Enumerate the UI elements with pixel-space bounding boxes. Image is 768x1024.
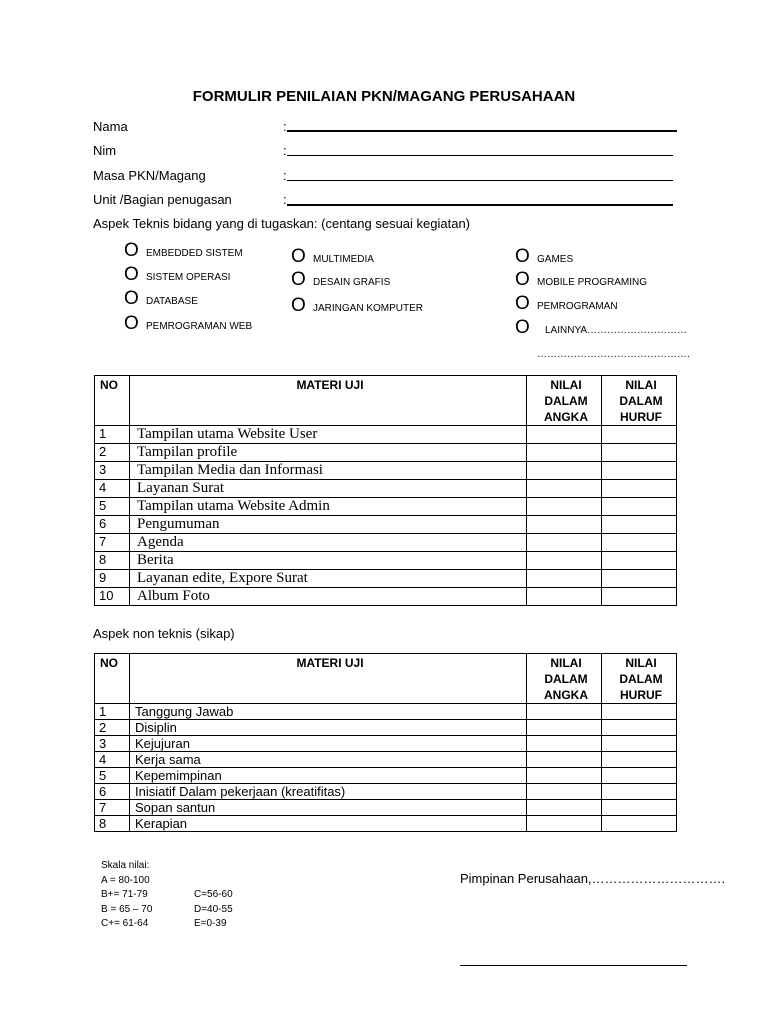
nilai-angka-cell[interactable] [527, 768, 602, 784]
unit-input-line[interactable] [287, 204, 673, 206]
nilai-huruf-cell[interactable] [602, 752, 677, 768]
table-row [95, 768, 677, 784]
option-label: MULTIMEDIA [313, 254, 374, 265]
table-row [95, 720, 677, 736]
header-materi: MATERI UJI [130, 654, 527, 704]
row-no: 4 [95, 752, 130, 768]
header-nilai-angka: NILAI DALAM ANGKA [527, 654, 602, 704]
option-lainnya[interactable] [515, 318, 687, 337]
aspek-teknis-label: Aspek Teknis bidang yang di tugaskan: (centang sesuai kegiatan) [93, 216, 471, 231]
field-colon: : [283, 192, 287, 207]
nilai-huruf-cell[interactable] [602, 588, 677, 606]
aspek-non-teknis-label: Aspek non teknis (sikap) [93, 626, 235, 641]
field-colon: : [283, 119, 287, 134]
row-materi: Kejujuran [130, 736, 527, 752]
option-label: SISTEM OPERASI [146, 272, 231, 283]
row-no: 7 [95, 534, 130, 552]
table-header-row [95, 654, 677, 704]
header-no: NO [95, 654, 130, 704]
header-nilai-huruf: NILAI DALAM HURUF [602, 376, 677, 426]
nilai-huruf-cell[interactable] [602, 552, 677, 570]
table-row [95, 534, 677, 552]
nilai-angka-cell[interactable] [527, 426, 602, 444]
nilai-huruf-cell[interactable] [602, 800, 677, 816]
table-row [95, 426, 677, 444]
table-header-row [95, 376, 677, 426]
row-materi: Tampilan utama Website Admin [130, 498, 527, 516]
option-circle-icon[interactable]: O [291, 269, 306, 290]
signature-line[interactable] [460, 965, 687, 966]
nilai-huruf-cell[interactable] [602, 704, 677, 720]
row-materi: Tampilan Media dan Informasi [130, 462, 527, 480]
header-nilai-angka: NILAI DALAM ANGKA [527, 376, 602, 426]
nilai-angka-cell[interactable] [527, 704, 602, 720]
nilai-angka-cell[interactable] [527, 444, 602, 462]
row-no: 3 [95, 736, 130, 752]
row-materi: Agenda [130, 534, 527, 552]
table-row [95, 552, 677, 570]
teknis-table [94, 375, 677, 606]
field-label-nim: Nim [93, 143, 117, 158]
nilai-huruf-cell[interactable] [602, 444, 677, 462]
option-label: PEMROGRAMAN [537, 301, 618, 312]
row-materi: Kerja sama [130, 752, 527, 768]
option-mobile-programing[interactable] [515, 270, 647, 289]
masa-input-line[interactable] [287, 180, 673, 181]
skala-title: Skala nilai: [101, 860, 150, 871]
pimpinan-label: Pimpinan Perusahaan,…………………………. [460, 871, 726, 886]
row-materi: Disiplin [130, 720, 527, 736]
row-materi: Tanggung Jawab [130, 704, 527, 720]
table-row [95, 462, 677, 480]
row-no: 8 [95, 552, 130, 570]
header-materi: MATERI UJI [130, 376, 527, 426]
form-title: FORMULIR PENILAIAN PKN/MAGANG PERUSAHAAN [192, 88, 576, 105]
nilai-angka-cell[interactable] [527, 816, 602, 832]
nilai-angka-cell[interactable] [527, 784, 602, 800]
row-no: 2 [95, 444, 130, 462]
table-row [95, 704, 677, 720]
option-circle-icon[interactable]: O [515, 293, 530, 314]
option-label: GAMES [537, 254, 574, 265]
option-circle-icon[interactable]: O [291, 295, 306, 316]
field-colon: : [283, 168, 287, 183]
table-row [95, 588, 677, 606]
nilai-huruf-cell[interactable] [602, 816, 677, 832]
nilai-angka-cell[interactable] [527, 552, 602, 570]
nilai-huruf-cell[interactable] [602, 736, 677, 752]
row-materi: Kepemimpinan [130, 768, 527, 784]
table-row [95, 736, 677, 752]
option-label: DESAIN GRAFIS [313, 277, 391, 288]
option-label: JARINGAN KOMPUTER [313, 303, 424, 314]
skala-nilai [101, 859, 233, 932]
nilai-angka-cell[interactable] [527, 498, 602, 516]
row-no: 1 [95, 704, 130, 720]
table-row [95, 516, 677, 534]
row-no: 5 [95, 768, 130, 784]
header-no: NO [95, 376, 130, 426]
row-no: 8 [95, 816, 130, 832]
option-circle-icon[interactable]: O [291, 246, 306, 267]
row-no: 1 [95, 426, 130, 444]
field-label-masa: Masa PKN/Magang [93, 168, 206, 183]
row-materi: Tampilan utama Website User [130, 426, 527, 444]
row-materi: Inisiatif Dalam pekerjaan (kreatifitas) [130, 784, 527, 800]
nilai-huruf-cell[interactable] [602, 426, 677, 444]
skala-row: C+= 61-64 E=0-39 [101, 918, 227, 929]
skala-row: A = 80-100 [101, 874, 150, 886]
option-circle-icon[interactable]: O [124, 288, 139, 309]
row-materi: Pengumuman [130, 516, 527, 534]
table-row [95, 480, 677, 498]
option-circle-icon[interactable]: O [124, 313, 139, 334]
row-no: 6 [95, 784, 130, 800]
nilai-angka-cell[interactable] [527, 736, 602, 752]
row-no: 6 [95, 516, 130, 534]
row-no: 3 [95, 462, 130, 480]
table-row [95, 498, 677, 516]
nilai-angka-cell[interactable] [527, 570, 602, 588]
row-materi: Layanan Surat [130, 480, 527, 498]
nilai-huruf-cell[interactable] [602, 720, 677, 736]
option-label: MOBILE PROGRAMING [537, 277, 648, 288]
row-materi: Tampilan profile [130, 444, 527, 462]
row-materi: Layanan edite, Expore Surat [130, 570, 527, 588]
row-materi: Album Foto [130, 588, 527, 606]
row-no: 4 [95, 480, 130, 498]
option-multimedia[interactable] [291, 247, 374, 266]
nilai-huruf-cell[interactable] [602, 570, 677, 588]
option-circle-icon[interactable]: O [124, 240, 139, 261]
table-row [95, 444, 677, 462]
option-pemrograman-web[interactable] [124, 314, 252, 333]
nilai-angka-cell[interactable] [527, 720, 602, 736]
nilai-angka-cell[interactable] [527, 480, 602, 498]
nilai-angka-cell[interactable] [527, 516, 602, 534]
option-label: LAINNYA………………………… [545, 325, 688, 336]
field-colon: : [283, 143, 287, 158]
table-row [95, 570, 677, 588]
option-sistem-operasi[interactable] [124, 265, 230, 284]
option-circle-icon[interactable]: O [124, 264, 139, 285]
table-row [95, 816, 677, 832]
option-jaringan-komputer[interactable] [291, 296, 423, 315]
option-circle-icon[interactable]: O [515, 317, 530, 338]
option-circle-icon[interactable]: O [515, 269, 530, 290]
skala-row: B = 65 – 70 D=40-55 [101, 903, 233, 915]
nilai-angka-cell[interactable] [527, 534, 602, 552]
option-label: EMBEDDED SISTEM [146, 248, 243, 259]
row-no: 2 [95, 720, 130, 736]
non-teknis-table [94, 653, 677, 832]
option-desain-grafis[interactable] [291, 270, 390, 289]
nim-input-line[interactable] [287, 155, 673, 156]
option-embedded-sistem[interactable] [124, 241, 243, 260]
option-games[interactable] [515, 247, 573, 266]
nilai-angka-cell[interactable] [527, 752, 602, 768]
nilai-angka-cell[interactable] [527, 800, 602, 816]
header-nilai-huruf: NILAI DALAM HURUF [602, 654, 677, 704]
nilai-huruf-cell[interactable] [602, 498, 677, 516]
nilai-huruf-cell[interactable] [602, 534, 677, 552]
nilai-angka-cell[interactable] [527, 462, 602, 480]
table-row [95, 752, 677, 768]
option-pemrograman[interactable] [515, 294, 618, 313]
skala-row: B+= 71-79 C=56-60 [101, 889, 233, 900]
field-label-nama: Nama [93, 119, 128, 134]
row-materi: Kerapian [130, 816, 527, 832]
field-label-unit: Unit /Bagian penugasan [93, 192, 232, 207]
table-row [95, 800, 677, 816]
row-no: 10 [95, 588, 130, 606]
option-label: PEMROGRAMAN WEB [146, 321, 253, 332]
table-row [95, 784, 677, 800]
option-database[interactable] [124, 289, 198, 308]
lainnya-dots-line[interactable]: ………………………………………. [537, 349, 690, 360]
nama-input-line[interactable] [287, 130, 677, 132]
nilai-huruf-cell[interactable] [602, 516, 677, 534]
nilai-huruf-cell[interactable] [602, 480, 677, 498]
nilai-angka-cell[interactable] [527, 588, 602, 606]
nilai-huruf-cell[interactable] [602, 784, 677, 800]
row-no: 9 [95, 570, 130, 588]
row-materi: Sopan santun [130, 800, 527, 816]
row-materi: Berita [130, 552, 527, 570]
nilai-huruf-cell[interactable] [602, 768, 677, 784]
option-label: DATABASE [146, 296, 198, 307]
nilai-huruf-cell[interactable] [602, 462, 677, 480]
option-circle-icon[interactable]: O [515, 246, 530, 267]
row-no: 7 [95, 800, 130, 816]
row-no: 5 [95, 498, 130, 516]
